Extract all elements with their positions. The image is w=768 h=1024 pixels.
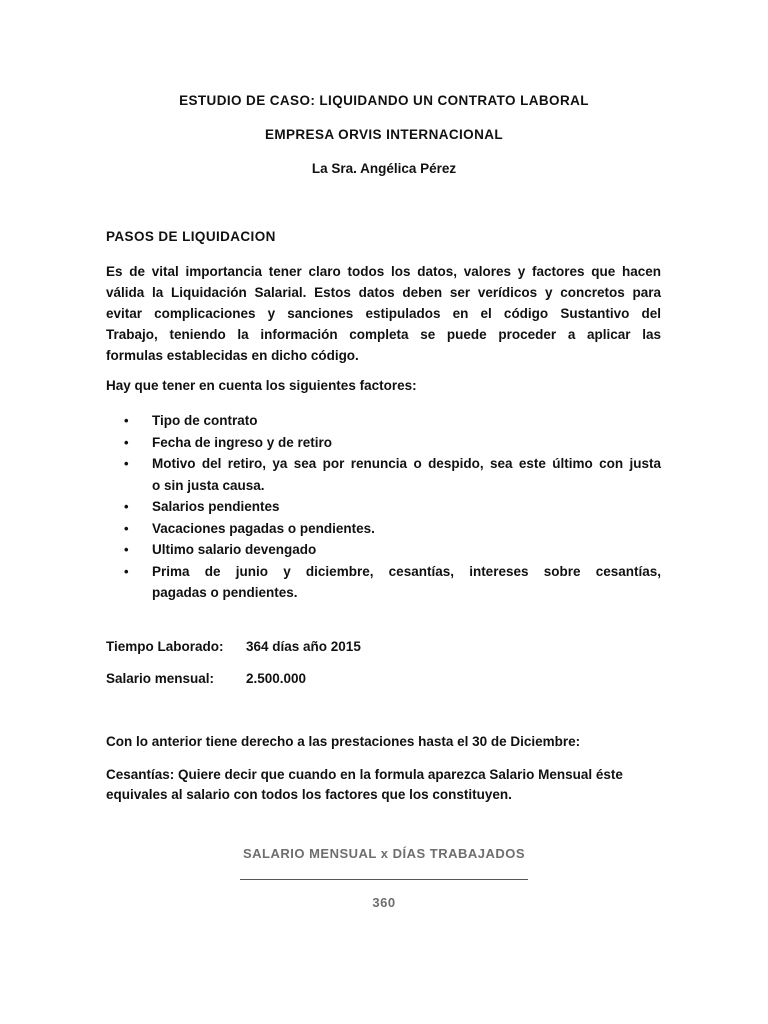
formula-divider — [240, 879, 528, 880]
salario-label: Salario mensual: — [106, 671, 215, 686]
bullet-icon: • — [124, 499, 129, 514]
bullet-icon: • — [124, 413, 129, 428]
salario-value: 2.500.000 — [246, 671, 307, 686]
formula-numerator: SALARIO MENSUAL x DÍAS TRABAJADOS — [242, 846, 526, 861]
list-item: • Ultimo salario devengado — [106, 539, 661, 561]
intro-line: Es de vital importancia tener claro todos los datos, valores y factores que hacen — [106, 264, 661, 279]
intro-paragraph — [106, 261, 661, 366]
list-item: • Salarios pendientes — [106, 496, 661, 518]
section-heading: PASOS DE LIQUIDACION — [106, 229, 276, 244]
intro-line: Trabajo, teniendo la información completa se puede proceder a aplicar las — [106, 327, 661, 342]
bullet-icon: • — [124, 520, 129, 536]
intro-line: formulas establecidas en dicho código. — [106, 348, 359, 363]
factors-list — [106, 410, 661, 604]
bullet-icon: • — [124, 456, 129, 471]
list-item: • Vacaciones pagadas o pendientes. — [106, 518, 661, 540]
bullet-icon: • — [124, 434, 129, 450]
formula-denominator: 360 — [372, 895, 396, 910]
intro-line: válida la Liquidación Salarial. Estos datos deben ser verídicos y concretos para — [106, 285, 661, 300]
factors-intro: Hay que tener en cuenta los siguientes factores: — [106, 378, 417, 393]
list-item: • Prima de junio y diciembre, cesantías, intereses sobre cesantías, pagadas o pendientes. — [106, 561, 661, 604]
list-item: • Fecha de ingreso y de retiro — [106, 432, 661, 454]
intro-line: evitar complicaciones y sanciones estipulados en el código Sustantivo del — [106, 306, 661, 321]
company-name: EMPRESA ORVIS INTERNACIONAL — [264, 127, 504, 142]
list-item: • Tipo de contrato — [106, 410, 661, 432]
list-item: • Motivo del retiro, ya sea por renuncia o despido, sea este último con justa o sin justa causa. — [106, 453, 661, 496]
tiempo-value: 364 días año 2015 — [246, 639, 361, 654]
bullet-icon: • — [124, 563, 129, 579]
cesantias-line: Cesantías: Quiere decir que cuando en la formula aparezca Salario Mensual éste — [106, 767, 623, 782]
cesantias-line: equivales al salario con todos los factores que los constituyen. — [106, 787, 512, 802]
tiempo-label: Tiempo Laborado: — [106, 639, 224, 654]
person-name: La Sra. Angélica Pérez — [311, 161, 457, 176]
document-title: ESTUDIO DE CASO: LIQUIDANDO UN CONTRATO LABORAL — [179, 93, 589, 108]
cesantias-paragraph — [106, 765, 661, 805]
bullet-icon: • — [124, 542, 129, 557]
derecho-line: Con lo anterior tiene derecho a las prestaciones hasta el 30 de Diciembre: — [106, 734, 581, 749]
